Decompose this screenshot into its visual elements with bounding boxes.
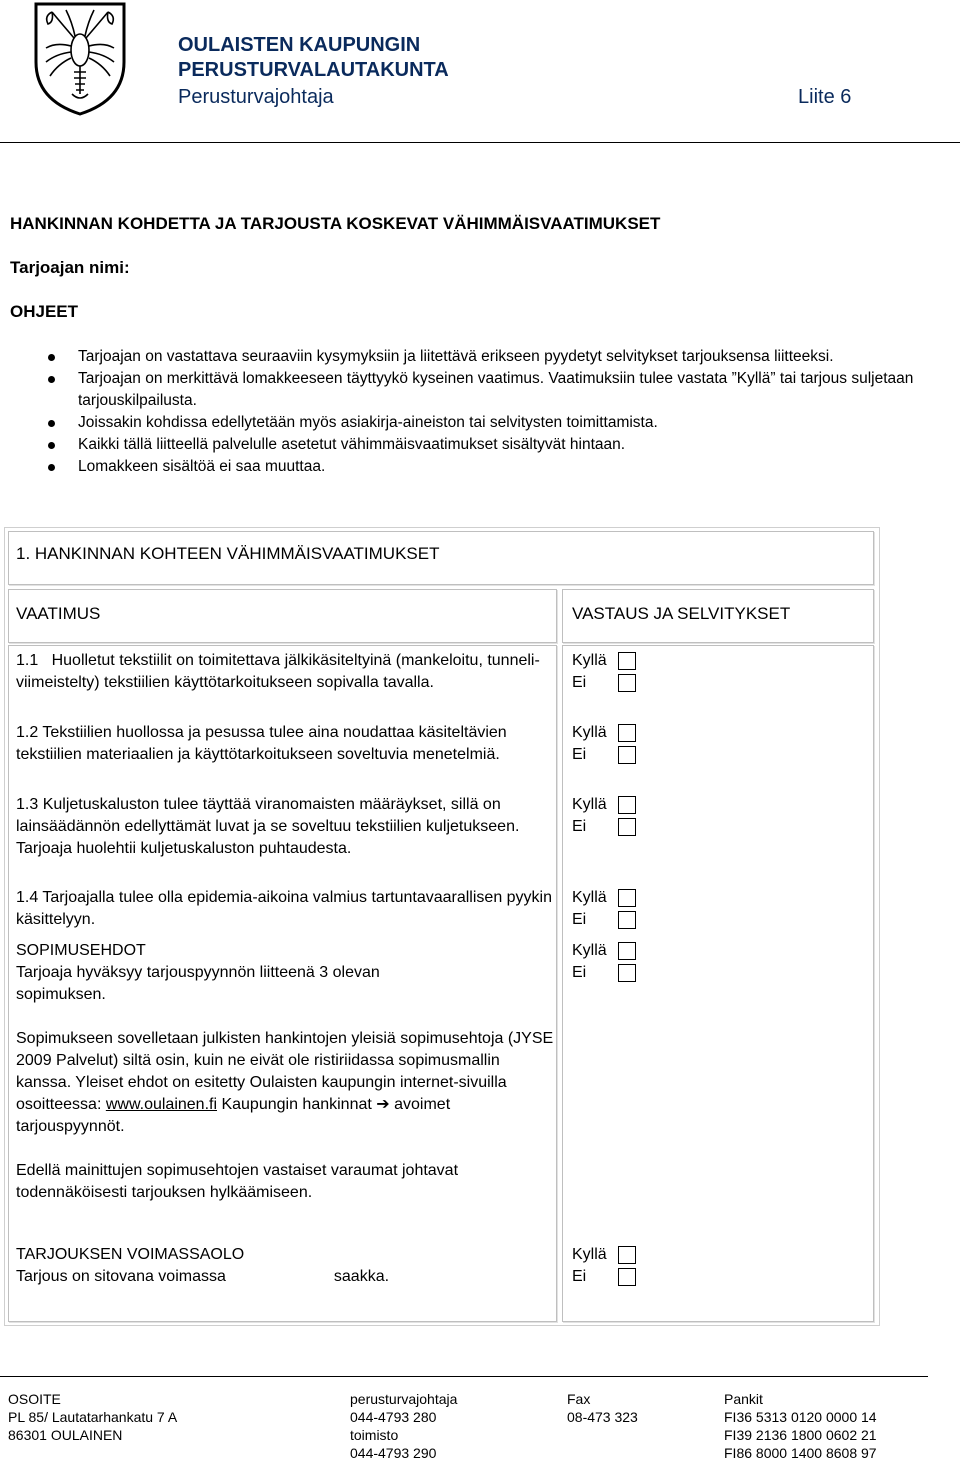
answer-1-2 — [572, 722, 636, 766]
footer-phone-number: 044-4793 280 — [350, 1409, 437, 1425]
org-name-line1: OULAISTEN KAUPUNGIN — [178, 34, 421, 56]
yes-label: Kyllä — [572, 1246, 607, 1263]
requirement-text: Kuljetuskaluston tulee täyttää viranomaisten määräykset, sillä on lainsäädännön edellyttämät luvat ja se soveltuu tekstiilien kuljetukseen. Tarjoaja huolehtii kuljetuskaluston puhtaudesta. — [16, 796, 520, 857]
contract-general-terms — [16, 1028, 556, 1138]
footer-bank-label: Pankit — [724, 1391, 763, 1407]
yes-label: Kyllä — [572, 724, 607, 741]
site-path-text: Kaupungin hankinnat — [217, 1096, 372, 1113]
requirement-1-1 — [16, 650, 556, 694]
footer-iban: FI36 5313 0120 0000 14 — [724, 1409, 877, 1425]
general-terms-text: Sopimukseen sovelletaan julkisten hankintojen yleisiä sopimusehtoja (JYSE 2009 Palvelut) siltä osin, kuin ne eivät ole ristiriidassa sopimusmallin kanssa. Yleiset ehdot on esitetty Oulaisten kaupungin internet-sivuilla osoitteessa: — [16, 1030, 554, 1113]
requirement-text: Huolletut tekstiilit on toimitettava jälkikäsiteltyinä (mankeloitu, tunneli-viimeistelty) tekstiilien käyttötarkoitukseen sopivalla tavalla. — [16, 652, 540, 691]
contract-heading: SOPIMUSEHDOT — [16, 942, 146, 959]
document-title: HANKINNAN KOHDETTA JA TARJOUSTA KOSKEVAT VÄHIMMÄISVAATIMUKSET — [10, 214, 661, 233]
requirement-text: Tekstiilien huollossa ja pesussa tulee aina noudattaa käsiteltävien tekstiilien materiaalien ja käyttötarkoitukseen soveltuvia menetelmiä. — [16, 724, 507, 763]
contract-reservations-text: Edellä mainittujen sopimusehtojen vastaiset varaumat johtavat todennäköisesti tarjouksen hylkäämiseen. — [16, 1162, 459, 1201]
instruction-item: Tarjoajan on merkittävä lomakkeeseen täyttyykö kyseinen vaatimus. Vaatimuksiin tulee vastata ”Kyllä” tai tarjous suljetaan tarjouskilpailusta. — [78, 368, 958, 412]
answer-validity — [572, 1244, 636, 1288]
answer-1-1 — [572, 650, 636, 694]
instruction-item: Joissakin kohdissa edellytetään myös asiakirja-aineiston tai selvitysten toimittamista. — [78, 412, 958, 434]
answer-1-4 — [572, 887, 636, 931]
org-name-line2: PERUSTURVALAUTAKUNTA — [178, 59, 449, 81]
yes-checkbox[interactable] — [618, 724, 636, 742]
yes-checkbox[interactable] — [618, 1246, 636, 1264]
offer-validity — [16, 1244, 556, 1288]
coat-of-arms-logo — [34, 2, 126, 116]
no-checkbox[interactable] — [618, 818, 636, 836]
contract-acceptance-text: Tarjoaja hyväksyy tarjouspyynnön liitteenä 3 olevan sopimuksen. — [16, 964, 380, 1003]
bidder-name-label: Tarjoajan nimi: — [10, 258, 130, 277]
requirement-1-4 — [16, 887, 556, 931]
footer-city: 86301 OULAINEN — [8, 1427, 123, 1443]
footer-bank — [724, 1390, 877, 1462]
no-label: Ei — [572, 964, 587, 981]
validity-until: saakka. — [333, 1268, 390, 1285]
requirement-1-2 — [16, 722, 556, 766]
footer-fax-number: 08-473 323 — [567, 1409, 638, 1425]
footer-phone-label: perusturvajohtaja — [350, 1391, 458, 1407]
footer-address-label: OSOITE — [8, 1391, 61, 1407]
answer-contract — [572, 940, 636, 984]
yes-label: Kyllä — [572, 652, 607, 669]
no-checkbox[interactable] — [618, 1268, 636, 1286]
yes-checkbox[interactable] — [618, 652, 636, 670]
footer-iban: FI86 8000 1400 8608 97 — [724, 1445, 877, 1461]
footer-rule — [0, 1376, 928, 1377]
yes-checkbox[interactable] — [618, 796, 636, 814]
no-checkbox[interactable] — [618, 746, 636, 764]
instructions-heading: OHJEET — [10, 302, 79, 321]
no-label: Ei — [572, 911, 587, 928]
footer-phone — [350, 1390, 457, 1462]
answer-1-3 — [572, 794, 636, 838]
footer-iban: FI39 2136 1800 0602 21 — [724, 1427, 877, 1443]
yes-label: Kyllä — [572, 889, 607, 906]
instruction-item: Lomakkeen sisältöä ei saa muuttaa. — [78, 456, 958, 478]
yes-checkbox[interactable] — [618, 889, 636, 907]
no-label: Ei — [572, 818, 587, 835]
arrow-right-icon: ➔ — [376, 1096, 390, 1113]
no-checkbox[interactable] — [618, 964, 636, 982]
website-link[interactable]: www.oulainen.fi — [105, 1096, 218, 1113]
footer-fax-label: Fax — [567, 1391, 591, 1407]
no-label: Ei — [572, 746, 587, 763]
no-checkbox[interactable] — [618, 674, 636, 692]
answer-column-header: VASTAUS JA SELVITYKSET — [572, 604, 791, 623]
header-rule — [0, 142, 960, 143]
section-title: 1. HANKINNAN KOHTEEN VÄHIMMÄISVAATIMUKSET — [16, 544, 440, 563]
contract-terms — [16, 940, 556, 1204]
yes-label: Kyllä — [572, 942, 607, 959]
requirement-number: 1.2 — [16, 724, 39, 741]
footer-street: PL 85/ Lautatarhankatu 7 A — [8, 1409, 178, 1425]
requirement-text: Tarjoajalla tulee olla epidemia-aikoina valmius tartuntavaarallisen pyykin käsittelyyn. — [16, 889, 553, 928]
appendix-label: Liite 6 — [798, 86, 852, 108]
no-checkbox[interactable] — [618, 911, 636, 929]
requirement-1-3 — [16, 794, 556, 860]
department: Perusturvajohtaja — [178, 86, 334, 108]
validity-line — [16, 1266, 556, 1288]
instructions-list — [30, 346, 958, 478]
validity-text: Tarjous on sitovana voimassa — [16, 1268, 226, 1285]
requirement-number: 1.1 — [16, 652, 39, 669]
requirement-number: 1.3 — [16, 796, 39, 813]
no-label: Ei — [572, 1268, 587, 1285]
instruction-item: Tarjoajan on vastattava seuraaviin kysymyksiin ja liitettävä erikseen pyydetyt selvitykset tarjouksensa liitteeksi. — [78, 346, 958, 368]
footer-fax — [567, 1390, 638, 1426]
footer-office-label: toimisto — [350, 1427, 399, 1443]
footer-office-number: 044-4793 290 — [350, 1445, 437, 1461]
yes-checkbox[interactable] — [618, 942, 636, 960]
no-label: Ei — [572, 674, 587, 691]
requirement-number: 1.4 — [16, 889, 39, 906]
requirement-column-header: VAATIMUS — [16, 604, 101, 623]
yes-label: Kyllä — [572, 796, 607, 813]
instruction-item: Kaikki tällä liitteellä palvelulle asetetut vähimmäisvaatimukset sisältyvät hintaan. — [78, 434, 958, 456]
footer-address — [8, 1390, 177, 1444]
site-path-end-text: avoimet tarjouspyynnöt. — [16, 1096, 451, 1135]
validity-heading: TARJOUKSEN VOIMASSAOLO — [16, 1246, 245, 1263]
